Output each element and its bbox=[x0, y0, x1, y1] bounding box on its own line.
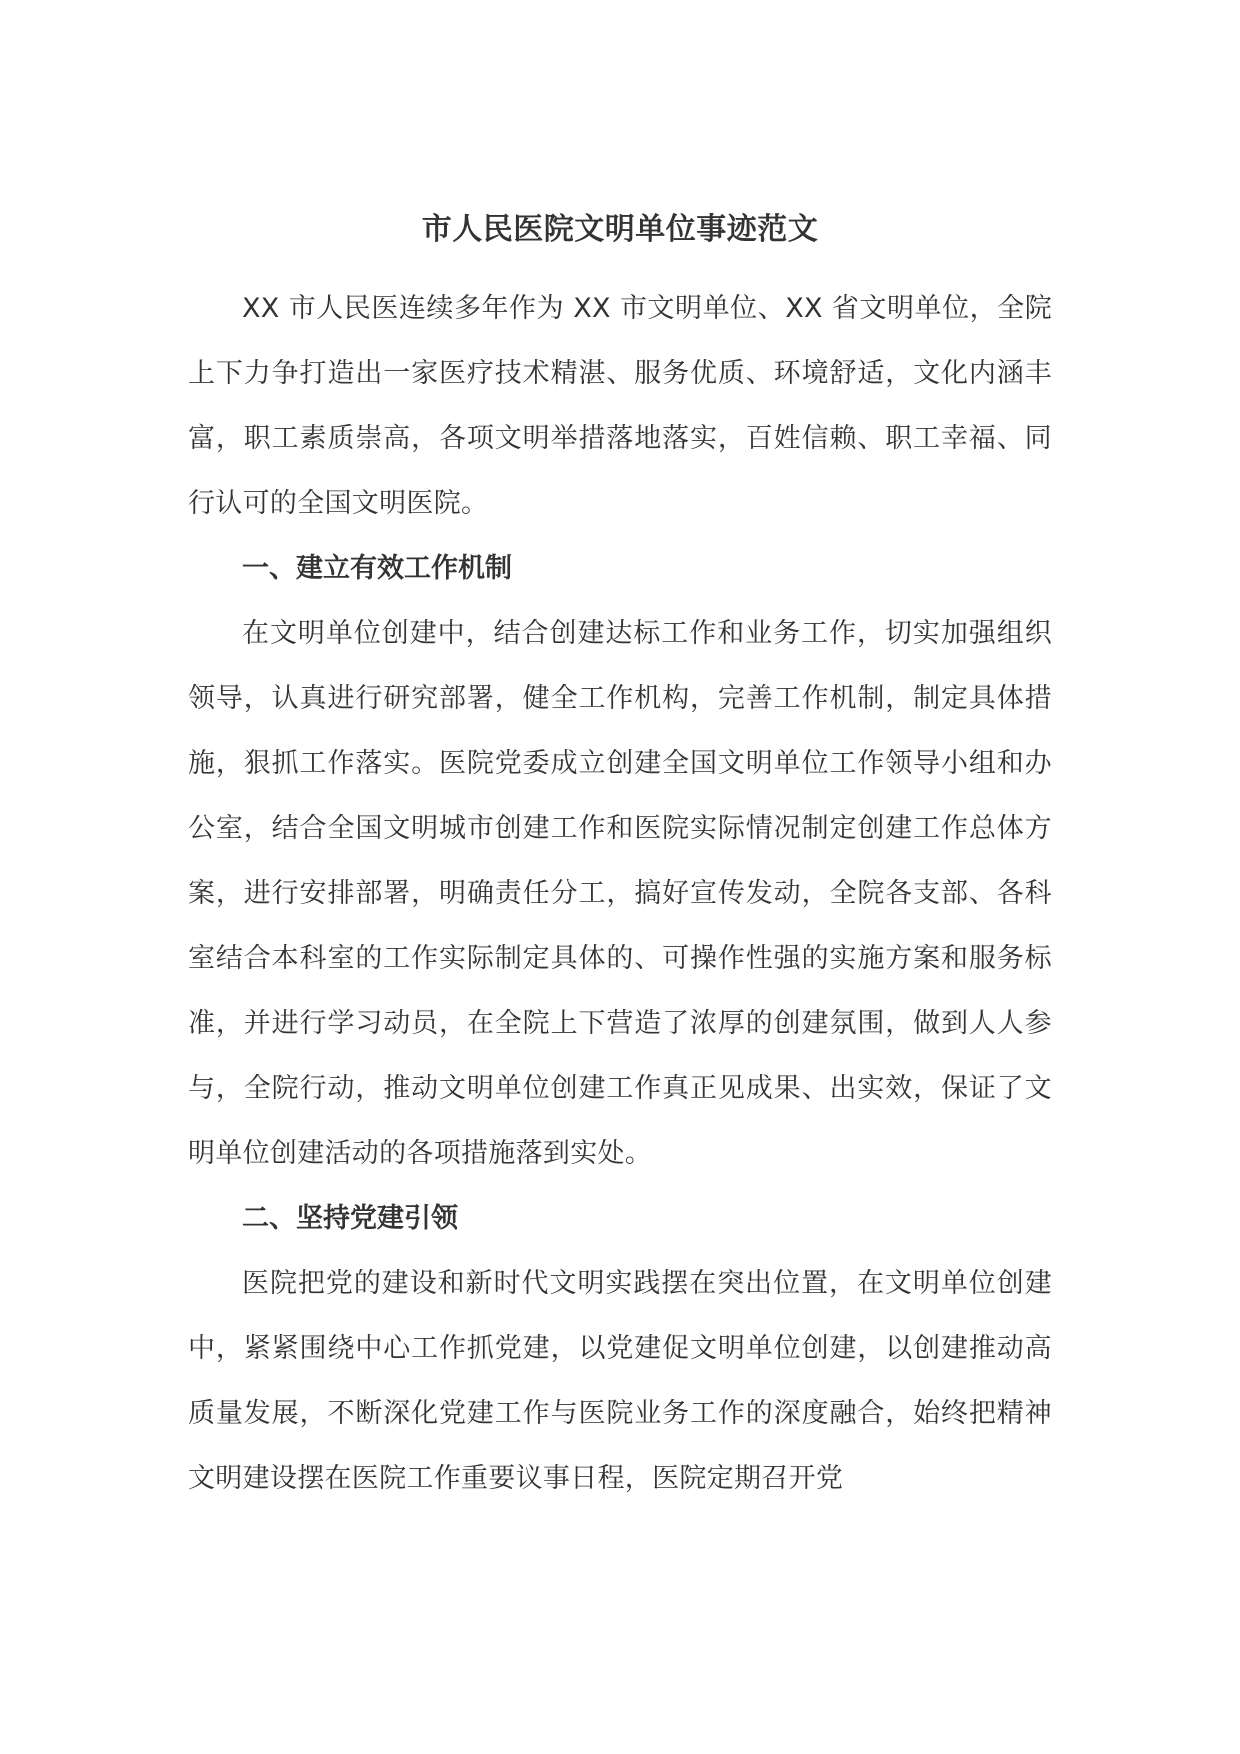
document-title: 市人民医院文明单位事迹范文 bbox=[421, 212, 819, 247]
section-heading-party-building: 二、坚持党建引领 bbox=[242, 1203, 458, 1234]
intro-paragraph: XX 市人民医连续多年作为 XX 市文明单位、XX 省文明单位，全院上下力争打造出一家医疗技术精湛、服务优质、环境舒适，文化内涵丰富，职工素质崇高，各项文明举措落地落实，百姓信赖、职工幸福、同行认可的全国文明医院。 bbox=[188, 293, 1052, 519]
section-paragraph-party-building: 医院把党的建设和新时代文明实践摆在突出位置，在文明单位创建中，紧紧围绕中心工作抓党建，以党建促文明单位创建，以创建推动高质量发展，不断深化党建工作与医院业务工作的深度融合，始终把精神文明建设摆在医院工作重要议事日程，医院定期召开党 bbox=[188, 1268, 1052, 1494]
section-paragraph-mechanism: 在文明单位创建中，结合创建达标工作和业务工作，切实加强组织领导，认真进行研究部署，健全工作机构，完善工作机制，制定具体措施，狠抓工作落实。医院党委成立创建全国文明单位工作领导小组和办公室，结合全国文明城市创建工作和医院实际情况制定创建工作总体方案，进行安排部署，明确责任分工，搞好宣传发动，全院各支部、各科室结合本科室的工作实际制定具体的、可操作性强的实施方案和服务标准，并进行学习动员，在全院上下营造了浓厚的创建氛围，做到人人参与，全院行动，推动文明单位创建工作真正见成果、出实效，保证了文明单位创建活动的各项措施落到实处。 bbox=[188, 618, 1052, 1169]
document-body bbox=[188, 200, 1052, 1511]
section-heading-mechanism: 一、建立有效工作机制 bbox=[242, 553, 512, 584]
